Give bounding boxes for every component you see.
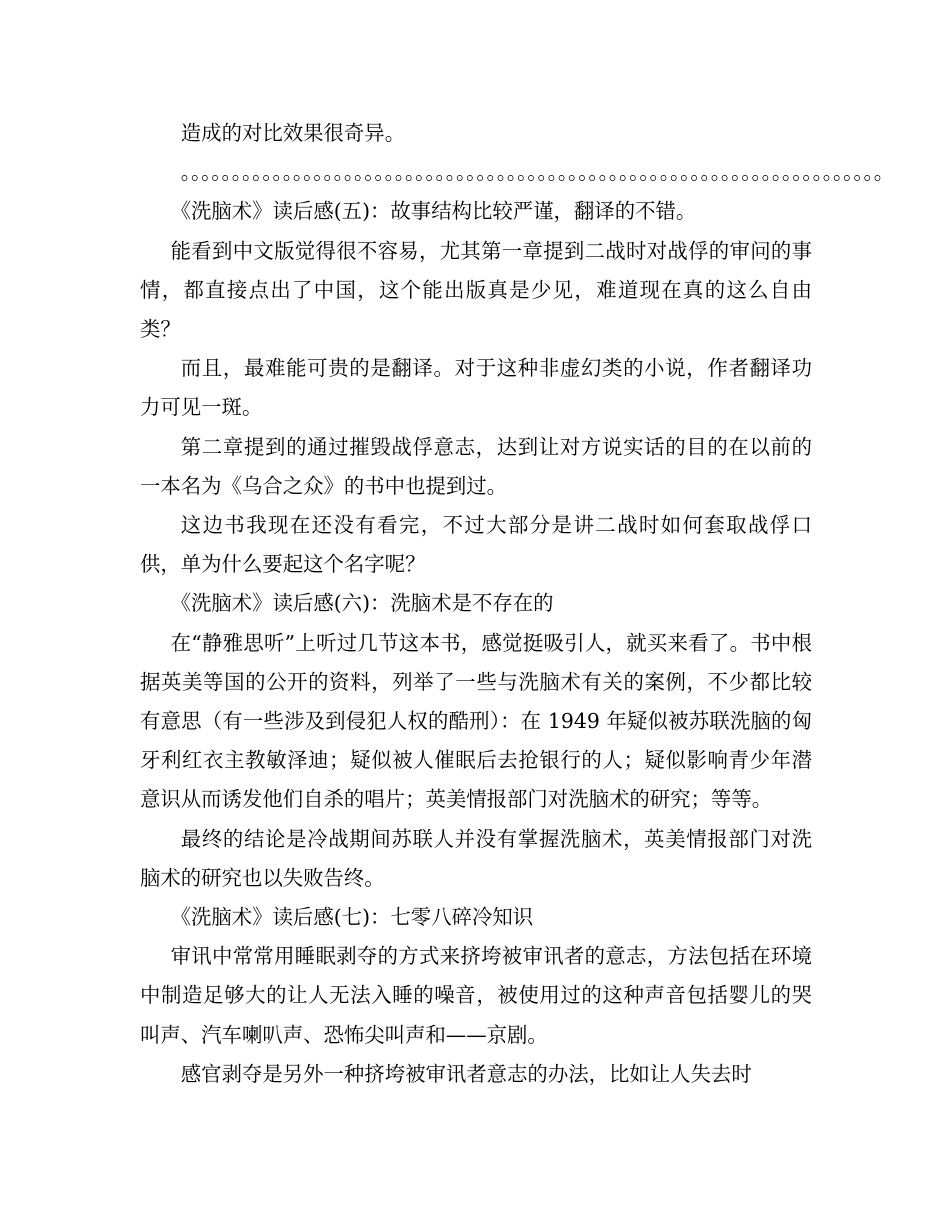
paragraph-continuation: 造成的对比效果很奇异。 (180, 121, 406, 145)
paragraph: 感官剥夺是另外一种挤垮被审讯者意志的办法，比如让人失去时 (180, 1061, 752, 1086)
paragraph: 在“静雅思听”上听过几节这本书，感觉挺吸引人，就买来看了。书中根据英美等国的公开的资料，列举了一些与洗脑术有关的案例，不少都比较有意思（有一些涉及到侵犯人权的酷刑）：在 1949 年疑似被苏联洗脑的匈牙利红衣主教敏泽迪；疑似被人催眠后去抢银行的人；疑似影响青少年潜意识从而诱发他们自杀的唱片；英美情报部门对洗脑术的研究；等等。 (140, 630, 812, 812)
ellipsis-dots: 。。。。。。。。。。。。。。。。。。。。。。。。。。。。。。。。。。。。。。。。。。。。。。。。。。。。。。。。。。。。。。。。。。。。。 (180, 160, 895, 185)
document-body (140, 114, 895, 1094)
paragraph: 第二章提到的通过摧毁战俘意志，达到让对方说实话的目的在以前的一本名为《乌合之众》的书中也提到过。 (140, 434, 812, 498)
paragraph: 能看到中文版觉得很不容易，尤其第一章提到二战时对战俘的审问的事情，都直接点出了中国，这个能出版真是少见，难道现在真的这么自由类？ (140, 238, 812, 342)
paragraph: 最终的结论是冷战期间苏联人并没有掌握洗脑术，英美情报部门对洗脑术的研究也以失败告终。 (140, 826, 812, 890)
paragraph: 而且，最难能可贵的是翻译。对于这种非虚幻类的小说，作者翻译功力可见一斑。 (140, 356, 812, 420)
paragraph: 审讯中常常用睡眠剥夺的方式来挤垮被审讯者的意志，方法包括在环境中制造足够大的让人无法入睡的噪音，被使用过的这种声音包括婴儿的哭叫声、汽车喇叭声、恐怖尖叫声和——京剧。 (140, 944, 812, 1047)
paragraph: 这边书我现在还没有看完，不过大部分是讲二战时如何套取战俘口供，单为什么要起这个名字呢？ (140, 513, 812, 577)
section-heading-7: 《洗脑术》读后感(七)：七零八碎冷知识 (170, 905, 534, 930)
section-heading-6: 《洗脑术》读后感(六)：洗脑术是不存在的 (170, 591, 554, 616)
section-heading-5: 《洗脑术》读后感(五)：故事结构比较严谨，翻译的不错。 (170, 199, 697, 224)
